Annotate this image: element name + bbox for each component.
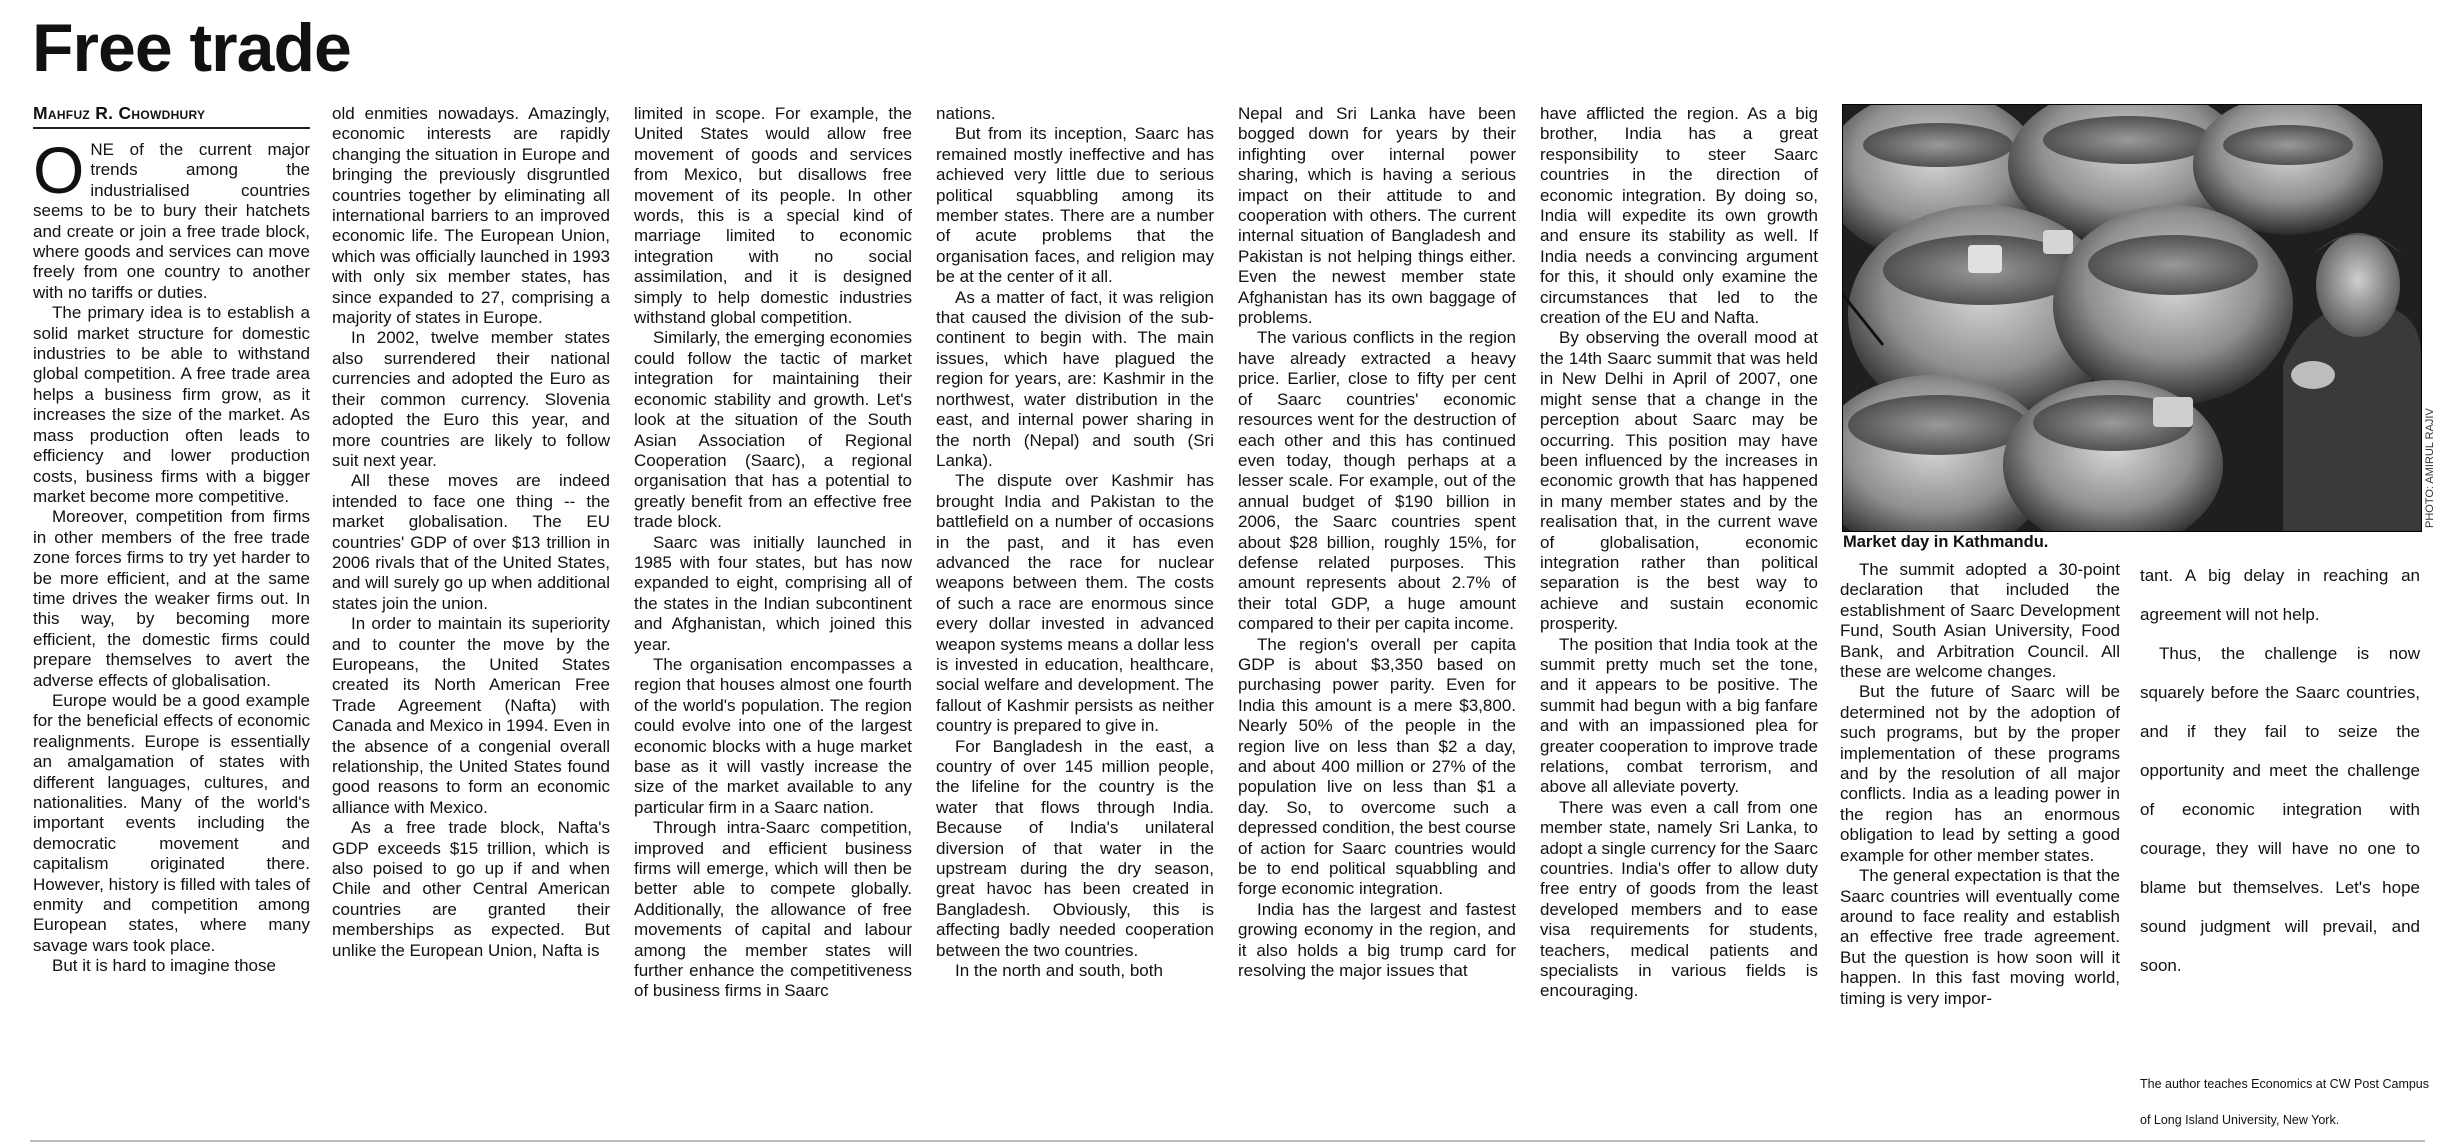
market-photo-icon [1843, 105, 2421, 531]
paragraph: Saarc was initially launched in 1985 with four states, but has now expanded to eight, comprising all of the states in the Indian subcontinent and Afghanistan, which joined this year. [634, 532, 912, 654]
market-photo [1842, 104, 2422, 532]
paragraph: As a matter of fact, it was religion that caused the division of the sub-continent to begin with. The main issues, which have plagued the region for years, are: Kashmir in the northwest, water distribution in the east, and internal power sharing in the north (Nepal) and south (Sri Lanka). [936, 287, 1214, 470]
byline: Mahfuz R. Chowdhury [33, 103, 206, 123]
paragraph: old enmities nowadays. Amazingly, economic interests are rapidly changing the situation in Europe and bringing the previously disgruntled countries together by eliminating all international barriers to an improved economic life. The European Union, which was officially launched in 1993 with only six member states, has since expanded to 27, comprising a majority of states in Europe. [332, 104, 610, 328]
article-column-3 [634, 104, 912, 1144]
paragraph: Similarly, the emerging economies could follow the tactic of market integration for maintaining their economic stability and growth. Let's look at the situation of the South Asian Association of Regional Cooperation (Saarc), a regional organisation that has a potential to greatly benefit from an effective free trade block. [634, 328, 912, 532]
paragraph: As a free trade block, Nafta's GDP exceeds $15 trillion, which is also poised to go up if and when Chile and other Central American countries are granted their memberships as expected. But unlike the European Union, Nafta is [332, 818, 610, 960]
article-column-1 [33, 140, 310, 1145]
paragraph: Europe would be a good example for the beneficial effects of economic realignments. Europe is essentially an amalgamation of states with different languages, cultures, and nationalities. Many of the world's important events including the democratic movement and capitalism originated there. However, history is filled with tales of enmity and competition among European states, where many savage wars took place. [33, 690, 310, 955]
drop-cap: O [33, 140, 85, 207]
paragraph: Moreover, competition from firms in other members of the free trade zone forces firms to try yet harder to be more efficient, and at the same time drives the weaker firms out. In this way, by becoming more efficient, the domestic firms could prepare themselves to avert the adverse effects of globalisation. [33, 507, 310, 690]
paragraph: But it is hard to imagine those [52, 956, 276, 976]
paragraph: The position that India took at the summit pretty much set the tone, and it appears to be positive. The summit had begun with a big fanfare and with an impassioned plea for greater cooperation to improve trade relations, combat terrorism, and above all alleviate poverty. [1540, 634, 1818, 797]
article-column-8 [2140, 556, 2420, 1016]
paragraph: In order to maintain its superiority and to counter the move by the Europeans, the United States created its North American Free Trade Agreement (Nafta) with Canada and Mexico in 1994. Even in the absence of a congenial overall relationship, the United States found good reasons to form an economic alliance with Mexico. [332, 614, 610, 817]
paragraph: limited in scope. For example, the United States would allow free movement of goods and services from Mexico, but disallows free movement of its people. In other words, this is a special kind of marriage limited to economic integration with no social assimilation, and it is designed simply to help domestic industries withstand global competition. [634, 104, 912, 328]
paragraph: In the north and south, both [955, 961, 1163, 981]
paragraph: tant. A big delay in reaching an agreement will not help. [2140, 566, 2420, 624]
paragraph: But the future of Saarc will be determined not by the adoption of such programs, but by the proper implementation of these programs and by the resolution of all major conflicts. India as a leading power in the region has an enormous obligation to lead by setting a good example for other member states. [1840, 682, 2120, 865]
paragraph: In 2002, twelve member states also surrendered their national currencies and adopted the Euro as their common currency. Slovenia adopted the Euro this year, and more countries are likely to follow suit next year. [332, 328, 610, 470]
paragraph: For Bangladesh in the east, a country of over 145 million people, the lifeline for the country is the water that flows through India. Because of India's unilateral diversion of that water in the upstream during the dry season, great havoc has been created in Bangladesh. Obviously, this is affecting badly needed cooperation between the two countries. [936, 736, 1214, 960]
paragraph: The primary idea is to establish a solid market structure for domestic industries to be able to withstand global competition. A free trade area helps a business firm grow, as it increases the size of the market. As mass production often leads to efficiency and lower production costs, business firms with a bigger market become more competitive. [33, 303, 310, 506]
paragraph: There was even a call from one member state, namely Sri Lanka, to adopt a single currency for the Saarc countries. India's offer to allow duty free entry of goods from the least developed members and to ease visa requirements for students, teachers, medical patients and specialists in various fields is encouraging. [1540, 797, 1818, 1001]
byline-rule [33, 127, 310, 129]
paragraph: Thus, the challenge is now squarely before the Saarc countries, and if they fail to seize the opportunity and meet the challenge of economic integration with courage, they will have no one to blame but themselves. Let's hope sound judgment will prevail, and soon. [2140, 644, 2420, 975]
paragraph: By observing the overall mood at the 14th Saarc summit that was held in New Delhi in April of 2007, one might sense that a change in the perception about Saarc may be occurring. This position may have been influenced by the increases in economic growth that has happened in many member states and by the realisation that, in the current wave of globalisation, economic integration rather than political separation is the best way to achieve and sustain economic prosperity. [1540, 328, 1818, 634]
bottom-rule [30, 1140, 2425, 1142]
paragraph: The dispute over Kashmir has brought India and Pakistan to the battlefield on a number of occasions in the past, and it has even advanced the race for nuclear weapons between them. The costs of such a race are enormous since every dollar invested in advanced weapon systems means a dollar less is invested in education, healthcare, social welfare and development. The fallout of Kashmir persists as neither country is prepared to give in. [936, 471, 1214, 736]
article-column-2 [332, 104, 610, 1144]
article-column-5 [1238, 104, 1516, 1144]
paragraph: Nepal and Sri Lanka have been bogged down for years by their infighting over internal power sharing, which is having a serious impact on their attitude to and cooperation with others. The current internal situation of Bangladesh and Pakistan is not helping things either. Even the newest member state Afghanistan has its own baggage of problems. [1238, 104, 1516, 328]
paragraph: The various conflicts in the region have already extracted a heavy price. Earlier, close to fifty per cent of Saarc countries' economic resources went for the destruction of each other and this has continued even today, though perhaps at a lesser scale. For example, out of the annual budget of $190 billion in 2006, the Saarc countries spent about $28 billion, roughly 15%, for defense related purposes. This amount represents about 2.7% of their total GDP, a huge amount compared to their per capita income. [1238, 328, 1516, 634]
paragraph: All these moves are indeed intended to face one thing -- the market globalisation. The EU countries' GDP of over $13 trillion in 2006 rivals that of the United States, and will surely go up when additional states join the union. [332, 471, 610, 613]
article-column-6 [1540, 104, 1818, 1144]
paragraph [33, 140, 310, 303]
article-column-7 [1840, 560, 2120, 1140]
paragraph: Through intra-Saarc competition, improved and efficient business firms will emerge, which will then be better able to compete globally. Additionally, the allowance of free movements of capital and labour among the member states will further enhance the competitiveness of business firms in Saarc [634, 818, 912, 1001]
paragraph: The region's overall per capita GDP is about $3,350 based on purchasing power parity. Even for India this amount is a mere $3,800. Nearly 50% of the people in the region live on less than $2 a day, and about 400 million or 27% of the population live on less than $1 a day. So, to overcome such a depressed condition, the best course of action for Saarc countries would be to end political squabbling and forge economic integration. [1238, 634, 1516, 899]
paragraph: The organisation encompasses a region that houses almost one fourth of the world's population. The region could evolve into one of the largest economic blocks with a huge market base as it will vastly increase the size of the market available to any particular firm in a Saarc nation. [634, 654, 912, 817]
paragraph-text: NE of the current major trends among the industrialised countries seems to be to bury their hatchets and create or join a free trade block, where goods and services can move freely from one country to another with no tariffs or duties. [33, 140, 310, 302]
paragraph: nations. [936, 104, 996, 123]
article-column-4 [936, 104, 1214, 1144]
photo-caption: Market day in Kathmandu. [1843, 533, 2049, 551]
paragraph: The summit adopted a 30-point declaration that included the establishment of Saarc Development Fund, South Asian University, Food Bank, and Arbitration Council. All these are welcome changes. [1840, 560, 2120, 682]
photo-credit: PHOTO: AMIRUL RAJIV [2424, 408, 2436, 528]
paragraph: have afflicted the region. As a big brother, India has a great responsibility to steer Saarc countries in the direction of economic integration. By doing so, India will expedite its own growth and ensure its stability as well. If India needs a convincing argument for this, it should only examine the circumstances that led to the creation of the EU and Nafta. [1540, 104, 1818, 328]
paragraph: But from its inception, Saarc has remained mostly ineffective and has achieved very little due to serious political squabbling among its member states. There are a number of acute problems that the organisation faces, and religion may be at the center of it all. [936, 124, 1214, 287]
paragraph: India has the largest and fastest growing economy in the region, and it also holds a big trump card for resolving the major issues that [1238, 899, 1516, 981]
author-note: The author teaches Economics at CW Post Campus of Long Island University, New York. [2140, 1077, 2430, 1127]
paragraph: The general expectation is that the Saarc countries will eventually come around to face reality and establish an effective free trade agreement. But the question is how soon will it happen. In this fast moving world, timing is very impor- [1840, 866, 2120, 1008]
headline: Free trade [32, 10, 351, 86]
